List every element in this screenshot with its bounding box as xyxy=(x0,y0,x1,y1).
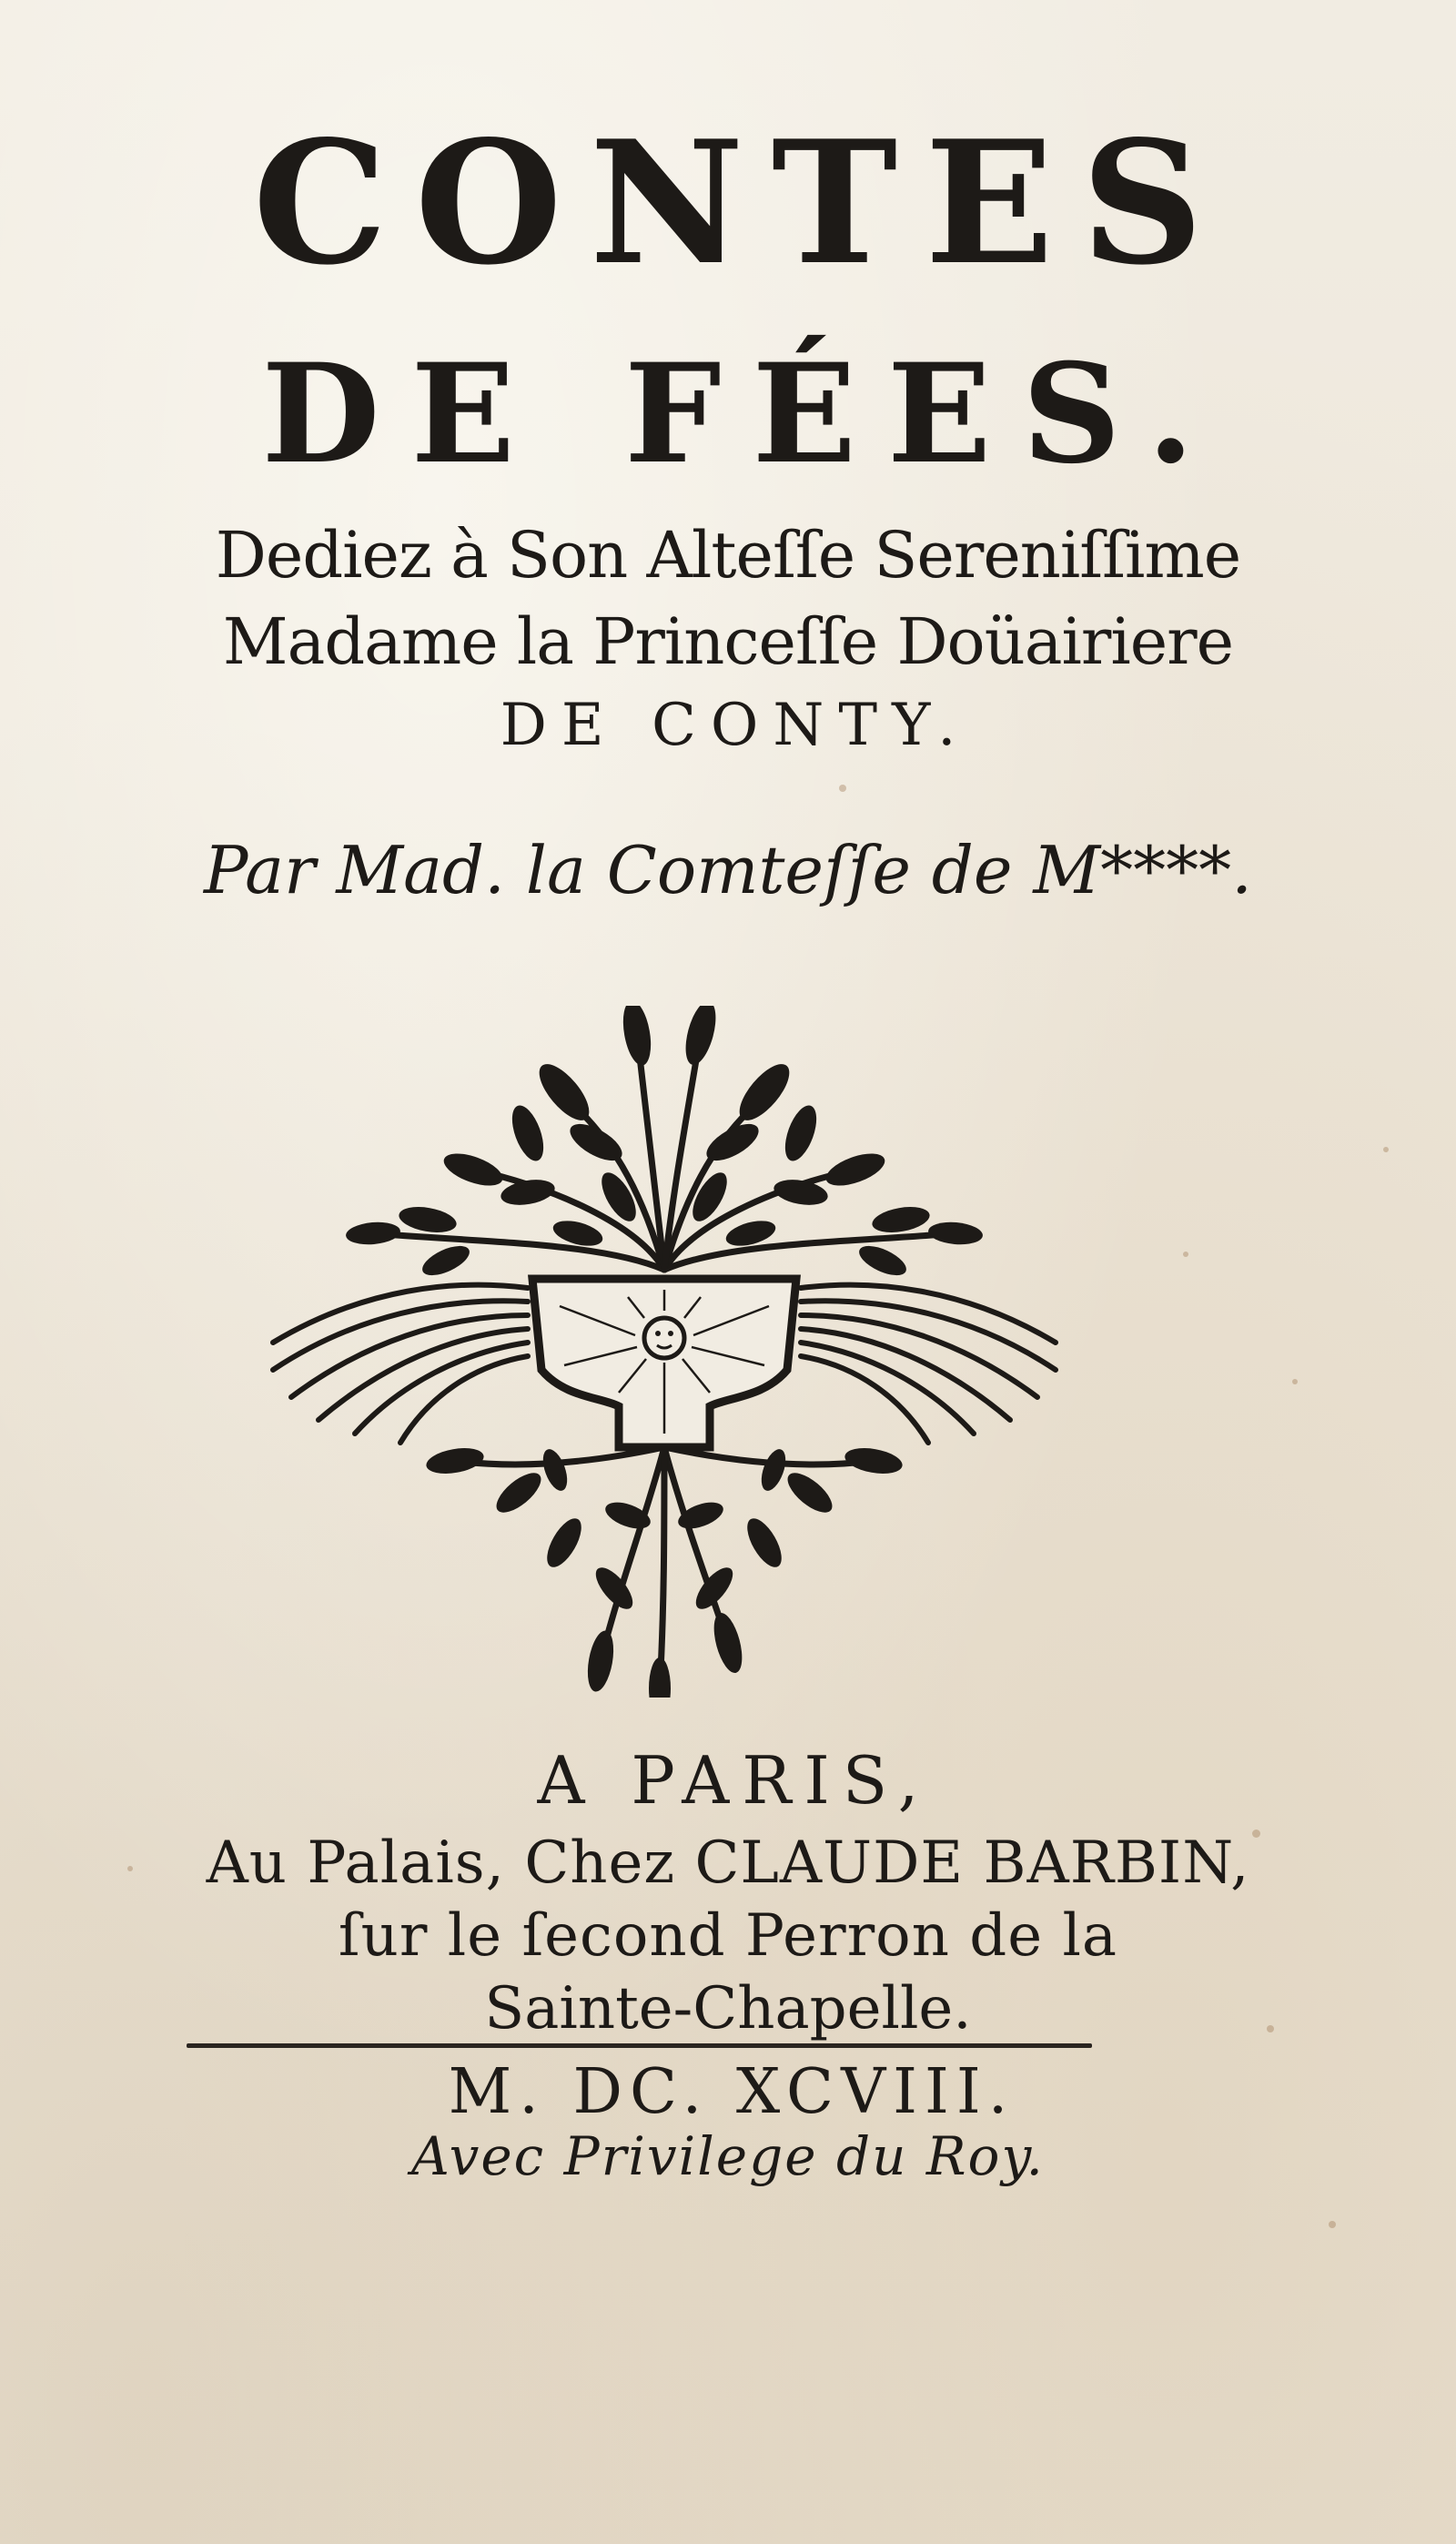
fleuron-with-sun-face-icon xyxy=(255,1006,1074,1698)
leaf-branch-icon xyxy=(373,1033,956,1270)
title-line-2: DE FÉES. xyxy=(261,334,1226,494)
foxing-spot xyxy=(839,785,846,792)
imprint-line-3: Sainte-Chapelle. xyxy=(484,1975,972,2042)
dedication-line-2: Madame la Princeſſe Doüairiere xyxy=(222,604,1234,679)
imprint-line-2: ſur le ſecond Perron de la xyxy=(338,1902,1118,1970)
foxing-spot xyxy=(1183,1252,1188,1257)
foxing-spot xyxy=(1292,1379,1298,1384)
title-line-1: CONTES xyxy=(252,103,1231,302)
dedication-line-3: DE CONTY. xyxy=(500,692,971,759)
foxing-spot xyxy=(1329,2221,1336,2228)
publication-date: M. DC. XCVIII. xyxy=(448,2056,1016,2128)
author-line: Par Mad. la Comteſſe de M****. xyxy=(203,832,1253,908)
privilege-line: Avec Privilege du Roy. xyxy=(411,2125,1045,2187)
horizontal-rule xyxy=(187,2043,1092,2048)
imprint-place: A PARIS, xyxy=(537,1742,932,1819)
foxing-spot xyxy=(1383,1147,1389,1152)
imprint-line-1: Au Palais, Chez CLAUDE BARBIN, xyxy=(206,1829,1250,1897)
dedication-line-1: Dediez à Son Alteſſe Sereniſſime xyxy=(215,518,1241,593)
